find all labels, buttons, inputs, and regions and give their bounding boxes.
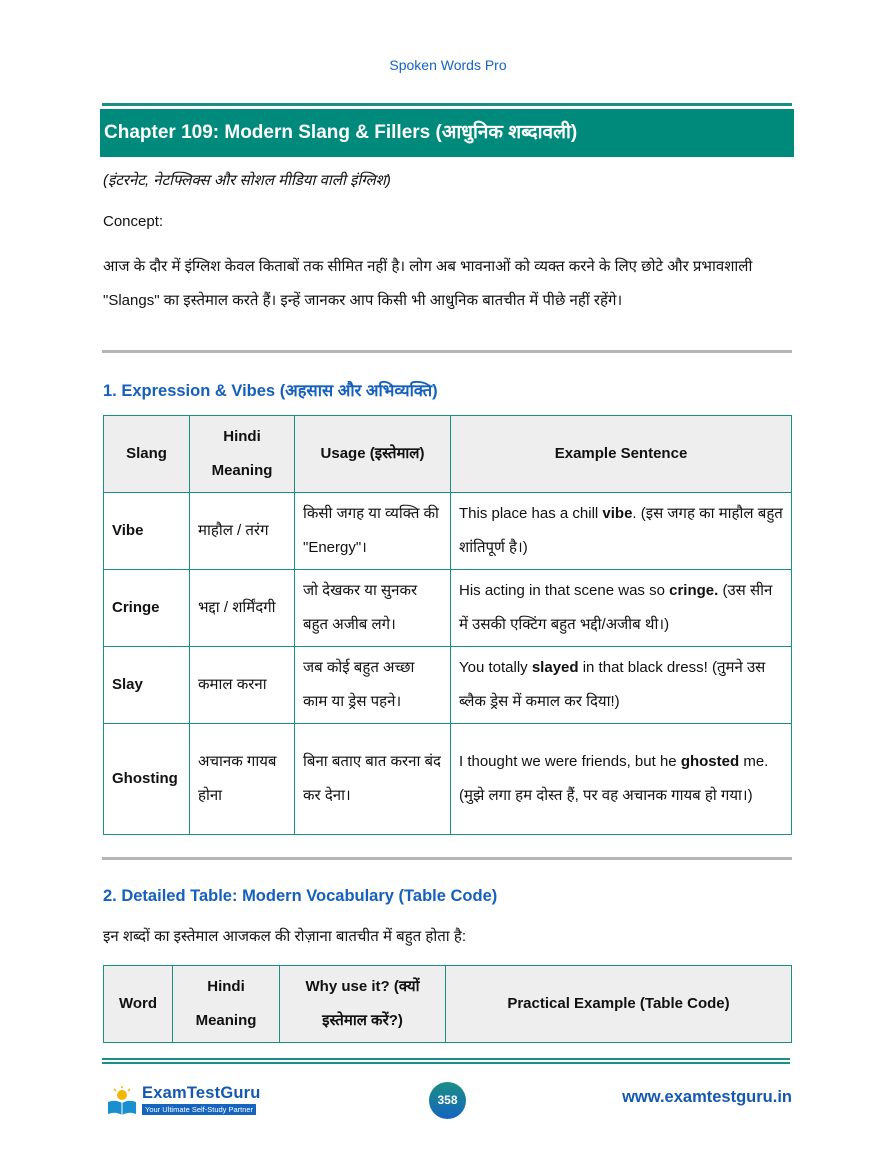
column-header: Hindi Meaning	[190, 416, 295, 493]
slang-word: Ghosting	[104, 724, 190, 835]
example-sentence	[451, 724, 792, 835]
table-row	[104, 647, 792, 724]
slang-word: Cringe	[104, 570, 190, 647]
section-divider	[102, 857, 792, 860]
section-divider	[102, 350, 792, 353]
example-text: I thought we were friends, but he	[459, 753, 681, 770]
website-link[interactable]: www.examtestguru.in	[622, 1088, 792, 1106]
chapter-title-banner: Chapter 109: Modern Slang & Fillers (आधुनिक शब्दावली)	[100, 109, 794, 157]
example-keyword: slayed	[531, 659, 579, 676]
example-sentence	[451, 570, 792, 647]
logo-tagline: Your Ultimate Self-Study Partner	[142, 1104, 256, 1115]
column-header: Slang	[104, 416, 190, 493]
column-header: Example Sentence	[451, 416, 792, 493]
hindi-meaning: कमाल करना	[190, 647, 295, 724]
footer-divider	[102, 1062, 790, 1064]
example-sentence	[451, 647, 792, 724]
hindi-meaning: माहौल / तरंग	[190, 493, 295, 570]
top-divider	[102, 103, 792, 106]
usage-text: जब कोई बहुत अच्छा काम या ड्रेस पहने।	[295, 647, 451, 724]
example-text: This place has a chill	[459, 505, 603, 522]
column-header: Hindi Meaning	[173, 966, 280, 1043]
example-sentence	[451, 493, 792, 570]
example-keyword: cringe.	[669, 582, 719, 599]
column-header: Why use it? (क्यों इस्तेमाल करें?)	[280, 966, 446, 1043]
column-header: Usage (इस्तेमाल)	[295, 416, 451, 493]
table-header-row	[104, 416, 792, 493]
hindi-meaning: अचानक गायब होना	[190, 724, 295, 835]
intro-paragraph: आज के दौर में इंग्लिश केवल किताबों तक सीमित नहीं है। लोग अब भावनाओं को व्यक्त करने के लिए छोटे और प्रभावशाली "Slangs" का इस्तेमाल करते हैं। इन्हें जानकर आप किसी भी आधुनिक बातचीत में पीछे नहीं रहेंगे।	[103, 258, 753, 309]
example-text: me. (मुझे लगा हम दोस्त हैं, पर वह अचानक गायब हो गया।)	[459, 753, 769, 804]
example-text: in that black dress! (तुमने उस ब्लैक ड्रेस में कमाल कर दिया!)	[459, 659, 766, 710]
running-header-title: Spoken Words Pro	[389, 57, 507, 73]
table-header-row	[104, 966, 792, 1043]
page-number: 358	[429, 1082, 466, 1119]
example-text: His acting in that scene was so	[459, 582, 670, 599]
concept-label: Concept:	[103, 213, 164, 230]
section-2-note: इन शब्दों का इस्तेमाल आजकल की रोज़ाना बातचीत में बहुत होता है:	[103, 928, 466, 945]
footer-divider	[102, 1058, 790, 1060]
section-2-heading: 2. Detailed Table: Modern Vocabulary (Table Code)	[103, 887, 498, 905]
modern-vocabulary-table	[103, 965, 792, 1043]
example-keyword: ghosted	[680, 753, 740, 770]
usage-text: बिना बताए बात करना बंद कर देना।	[295, 724, 451, 835]
table-row	[104, 570, 792, 647]
example-text: You totally	[459, 659, 532, 676]
logo-name: ExamTestGuru	[142, 1084, 261, 1102]
column-header: Practical Example (Table Code)	[446, 966, 792, 1043]
example-text: (उस सीन में उसकी एक्टिंग बहुत भद्दी/अजीब थी।)	[459, 582, 773, 633]
book-lightbulb-icon	[106, 1086, 138, 1116]
chapter-subtitle: (इंटरनेट, नेटफ्लिक्स और सोशल मीडिया वाली इंग्लिश)	[103, 172, 391, 189]
column-header: Word	[104, 966, 173, 1043]
example-keyword: vibe	[602, 505, 633, 522]
table-row	[104, 493, 792, 570]
slang-word: Vibe	[104, 493, 190, 570]
usage-text: किसी जगह या व्यक्ति की "Energy"।	[295, 493, 451, 570]
example-text: . (इस जगह का माहौल बहुत शांतिपूर्ण है।)	[459, 505, 783, 556]
examtestguru-logo	[106, 1084, 261, 1116]
table-row	[104, 724, 792, 835]
hindi-meaning: भद्दा / शर्मिंदगी	[190, 570, 295, 647]
expression-vibes-table	[103, 415, 792, 835]
usage-text: जो देखकर या सुनकर बहुत अजीब लगे।	[295, 570, 451, 647]
section-1-heading: 1. Expression & Vibes (अहसास और अभिव्यक्ति)	[103, 382, 438, 400]
slang-word: Slay	[104, 647, 190, 724]
